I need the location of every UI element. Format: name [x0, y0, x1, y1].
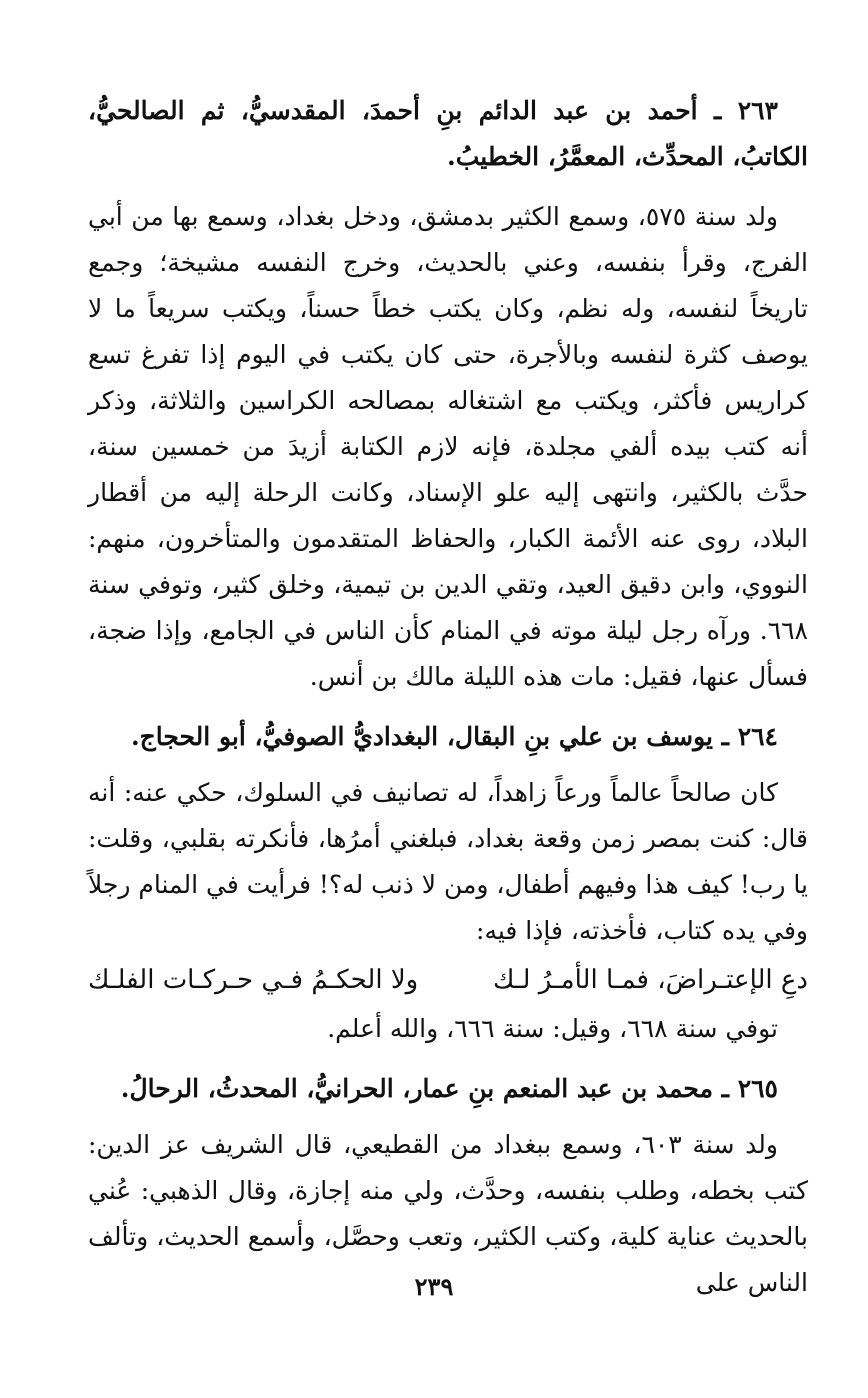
verse-first-hemistich: دعِ الإعتـراضَ، فمـا الأمـرُ لـك [493, 965, 808, 995]
entry-264-body: كان صالحاً عالماً ورعاً زاهداً، له تصانيف في السلوك، حكي عنه: أنه قال: كنت بمصر زمن وقعة بغداد، فبلغني أمرُها، فأنكرته بقلبي، وقلت: يا رب! كيف هذا وفيهم أطفال، ومن لا ذنب له؟! فرأيت في المنام رجلاً وفي يده كتاب، فأخذته، فإذا فيه: [88, 778, 808, 945]
entry-264-death-note: توفي سنة ٦٦٨، وقيل: سنة ٦٦٦، والله أعلم. [327, 1014, 778, 1043]
spacer [88, 180, 808, 194]
entry-263-body: ولد سنة ٥٧٥، وسمع الكثير بدمشق، ودخل بغداد، وسمع بها من أبي الفرج، وقرأ بنفسه، وعني بالحديث، وخرج النفسه مشيخة؛ وجمع تاريخاً لنفسه، وله نظم، وكان يكتب خطاً حسناً، ويكتب سريعاً ما لا يوصف كثرة لنفسه وبالأجرة، حتى كان يكتب في اليوم إذا تفرغ تسع كراريس فأكثر، ويكتب مع اشتغاله بمصالحه الكراسين والثلاثة، وذكر أنه كتب بيده ألفي مجلدة، فإنه لازم الكتابة أزيدَ من خمسين سنة، حدَّث بالكثير، وانتهى إليه علو الإسناد، وكانت الرحلة إليه من أقطار البلاد، روى عنه الأئمة الكبار، والحفاظ المتقدمون والمتأخرون، منهم: النووي، وابن دقيق العيد، وتقي الدين بن تيمية، وخلق كثير، وتوفي سنة ٦٦٨. ورآه رجل ليلة موته في المنام كأن الناس في الجامع، وإذا ضجة، فسأل عنها، فقيل: مات هذه الليلة مالك بن أنس. [88, 202, 808, 691]
entry-263-heading: ٢٦٣ ـ أحمد بن عبد الدائم بنِ أحمدَ، المقدسيُّ، ثم الصالحيُّ، الكاتبُ، المحدِّث، المعمَّرُ، الخطيبُ. [88, 96, 808, 171]
verse-second-hemistich: ولا الحكـمُ فـي حـركـات الفلـك [88, 965, 419, 995]
spacer [88, 1112, 808, 1122]
page-body [88, 88, 808, 1306]
spacer [88, 1052, 808, 1066]
entry-264-heading: ٢٦٤ ـ يوسف بن علي بنِ البقال، البغداديُّ الصوفيُّ، أبو الحجاج. [130, 722, 778, 751]
spacer [88, 700, 808, 714]
page-number: ٢٣٩ [414, 1272, 454, 1301]
entry-265-body: ولد سنة ٦٠٣، وسمع ببغداد من القطيعي، قال الشريف عز الدين: كتب بخطه، وطلب بنفسه، وحدَّث، ولي منه إجازة، وقال الذهبي: عُني بالحديث عناية كلية، وكتب الكثير، وتعب وحصَّل، وأسمع الحديث، وتألف الناس على [88, 1130, 808, 1297]
entry-265-heading: ٢٦٥ ـ محمد بن عبد المنعم بنِ عمار، الحرانيُّ، المحدثُ، الرحالُ. [120, 1074, 778, 1103]
verse-line [88, 956, 808, 1004]
spacer [88, 760, 808, 770]
